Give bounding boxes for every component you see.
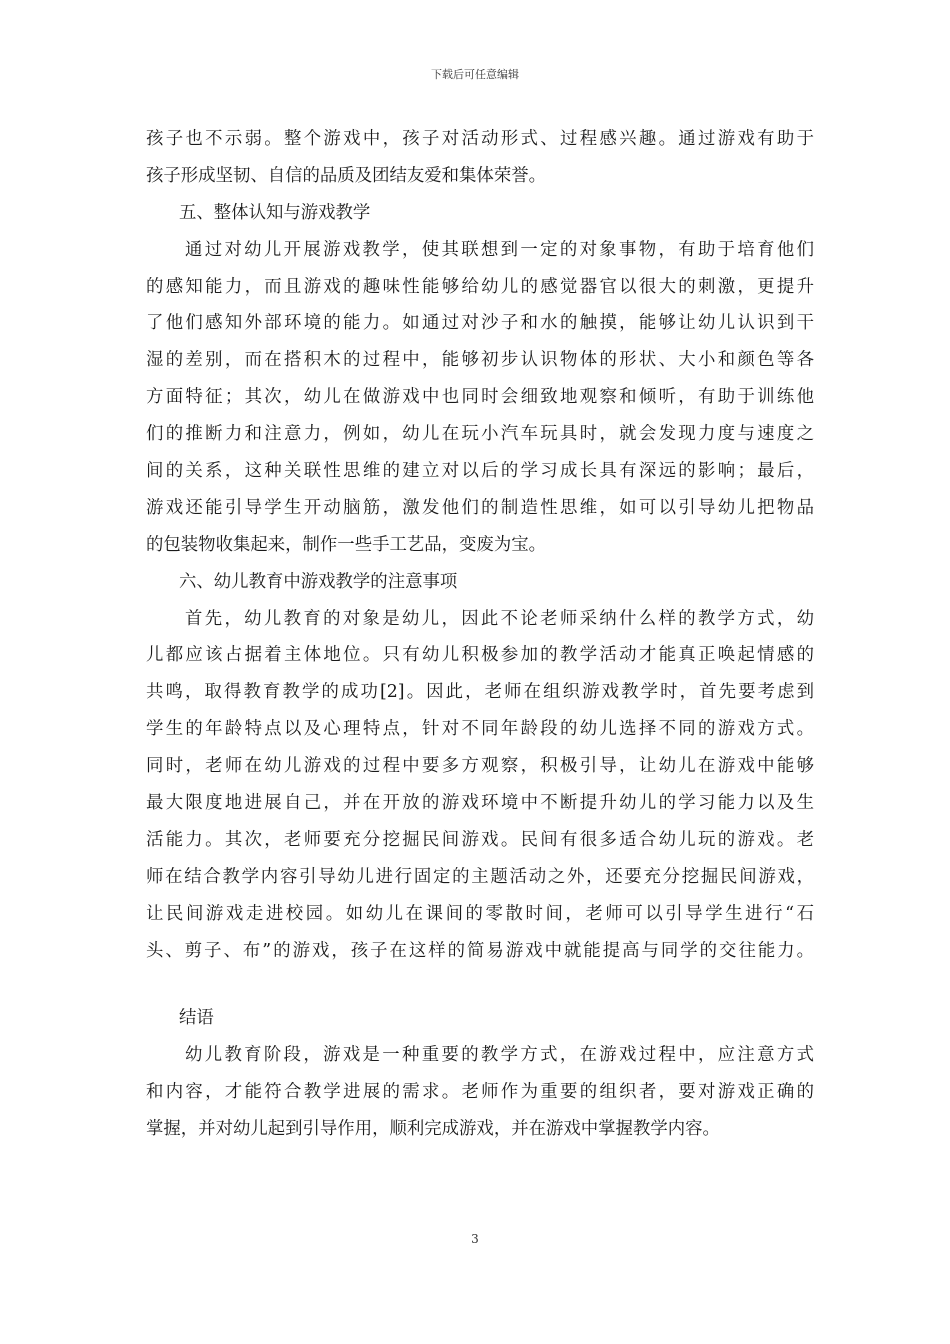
text-line: 头、剪子、布”的游戏，孩子在这样的简易游戏中就能提高与同学的交往能力。 <box>146 940 814 961</box>
text-line: 了他们感知外部环境的能力。如通过对沙子和水的触摸，能够让幼儿认识到干 <box>146 313 814 334</box>
spacer <box>146 969 814 1000</box>
text-line: 学生的年龄特点以及心理特点，针对不同年龄段的幼儿选择不同的游戏方式。 <box>146 719 814 740</box>
paragraph <box>146 121 814 195</box>
text-line: 共鸣，取得教育教学的成功[2]。因此，老师在组织游戏教学时，首先要考虑到 <box>146 682 814 703</box>
section-heading: 五、整体认知与游戏教学 <box>179 202 371 223</box>
document-body <box>146 121 814 1148</box>
paragraph <box>146 232 814 564</box>
paragraph <box>146 1037 814 1148</box>
text-line: 最大限度地进展自己，并在开放的游戏环境中不断提升幼儿的学习能力以及生 <box>146 793 814 814</box>
text-line: 的感知能力，而且游戏的趣味性能够给幼儿的感觉器官以很大的刺激，更提升 <box>146 276 814 297</box>
page-number: 3 <box>471 1232 479 1246</box>
text-line: 和内容，才能符合教学进展的需求。老师作为重要的组织者，要对游戏正确的 <box>146 1082 814 1103</box>
text-line: 的包装物收集起来，制作一些手工艺品，变废为宝。 <box>146 534 546 555</box>
conclusion-heading: 结语 <box>179 1008 214 1029</box>
paragraph <box>146 601 814 970</box>
text-line: 游戏还能引导学生开动脑筋，激发他们的制造性思维，如可以引导幼儿把物品 <box>146 497 814 518</box>
text-line: 掌握，并对幼儿起到引导作用，顺利完成游戏，并在游戏中掌握教学内容。 <box>146 1119 720 1140</box>
text-line: 孩子形成坚韧、自信的品质及团结友爱和集体荣誉。 <box>146 165 546 186</box>
text-line: 们的推断力和注意力，例如，幼儿在玩小汽车玩具时，就会发现力度与速度之 <box>146 424 814 445</box>
text-line: 通过对幼儿开展游戏教学，使其联想到一定的对象事物，有助于培育他们 <box>185 239 814 260</box>
text-line: 幼儿教育阶段，游戏是一种重要的教学方式，在游戏过程中，应注意方式 <box>185 1045 814 1066</box>
text-line: 孩子也不示弱。整个游戏中，孩子对活动形式、过程感兴趣。通过游戏有助于 <box>146 129 814 149</box>
text-line: 首先，幼儿教育的对象是幼儿，因此不论老师采纳什么样的教学方式，幼 <box>185 608 814 629</box>
section-heading: 六、幼儿教育中游戏教学的注意事项 <box>179 571 458 592</box>
text-line: 湿的差别，而在搭积木的过程中，能够初步认识物体的形状、大小和颜色等各 <box>146 350 814 371</box>
text-line: 活能力。其次，老师要充分挖掘民间游戏。民间有很多适合幼儿玩的游戏。老 <box>146 829 814 850</box>
text-line: 让民间游戏走进校园。如幼儿在课间的零散时间，老师可以引导学生进行“石 <box>146 903 814 924</box>
text-line: 间的关系，这种关联性思维的建立对以后的学习成长具有深远的影响；最后， <box>146 461 814 482</box>
text-line: 方面特征；其次，幼儿在做游戏中也同时会细致地观察和倾听，有助于训练他 <box>146 387 814 408</box>
text-line: 同时，老师在幼儿游戏的过程中要多方观察，积极引导，让幼儿在游戏中能够 <box>146 756 814 777</box>
page-header: 下载后可任意编辑 <box>431 68 519 81</box>
text-line: 儿都应该占据着主体地位。只有幼儿积极参加的教学活动才能真正唤起情感的 <box>146 645 814 666</box>
text-line: 师在结合教学内容引导幼儿进行固定的主题活动之外，还要充分挖掘民间游戏， <box>146 866 814 887</box>
